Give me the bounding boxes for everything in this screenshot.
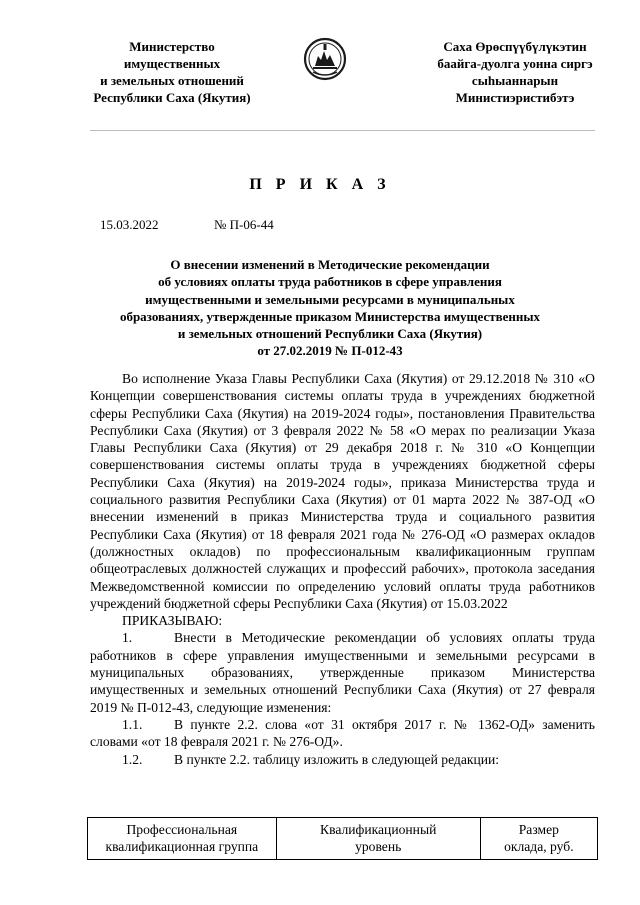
header-left-line: имущественных <box>123 56 221 71</box>
order-word: ПРИКАЗЫВАЮ: <box>122 613 223 629</box>
document-number: № П-06-44 <box>214 217 274 232</box>
header-right-line: баайга-дуолга уонна сиргэ <box>437 56 593 71</box>
table-header-row <box>88 818 598 860</box>
header-left-ministry-ru <box>72 38 272 106</box>
subject-line: имущественными и земельными ресурсами в муниципальных <box>145 291 515 307</box>
order-item-1-2 <box>90 751 595 768</box>
item-text: В пункте 2.2. таблицу изложить в следующей редакции: <box>174 751 500 767</box>
item-text: В пункте 2.2. слова «от 31 октября 2017 г. № 1362-ОД» заменить словами «от 18 февраля 2021 г. № 276-ОД». <box>90 716 595 750</box>
header-line: Размер <box>518 822 559 837</box>
header-right-line: Министиэристибэтэ <box>455 90 575 105</box>
header-line: Квалификационный <box>320 822 437 837</box>
document-body <box>90 370 595 768</box>
preamble-paragraph: Во исполнение Указа Главы Республики Саха (Якутия) от 29.12.2018 № 310 «О Концепции совершенствования системы оплаты труда в учреждениях бюджетной сферы Республики Саха (Якутия) на 2019-2024 годы», постановления Правительства Республики Саха (Якутия) от 3 февраля 2022 № 58 «О мерах по реализации Указа Главы Республики Саха (Якутия) от 29 декабря 2018 г. № 310 «О Концепции совершенствования системы оплаты труда в учреждениях бюджетной сферы Республики Саха (Якутия) на 2019-2024 годы», приказа Министерства труда и социального развития Республики Саха (Якутия) от 01 марта 2022 № 387-ОД «О внесении изменений в приказ Министерства труда и социального развития Республики Саха (Якутия) от 18 февраля 2021 года № 276-ОД «О размерах окладов (должностных окладов) по профессиональным квалификационным группам общеотраслевых должностей служащих и профессий рабочих», протокола заседания Межведомственной комиссии по определению условий оплаты труда работников учреждений бюджетной сферы Республики Саха (Якутия) от 15.03.2022 <box>90 371 595 611</box>
subject-line: и земельных отношений Республики Саха (Якутия) <box>177 326 483 342</box>
header-right-line: сыһыаннарын <box>471 73 559 88</box>
header-line: оклада, руб. <box>504 839 574 854</box>
subject-line: от 27.02.2019 № П-012-43 <box>257 343 403 359</box>
header-left-line: Республики Саха (Якутия) <box>93 90 251 105</box>
subject-line: О внесении изменений в Методические рекомендации <box>170 257 490 272</box>
header-left-line: и земельных отношений <box>100 73 244 88</box>
document-subject <box>80 256 580 360</box>
header-right-line: Саха Өрөспүүбүлүкэтин <box>443 39 587 54</box>
order-item-1-1 <box>90 716 595 751</box>
header-line: квалификационная группа <box>105 839 259 854</box>
table-header-cell <box>88 818 277 860</box>
order-item-1 <box>90 629 595 715</box>
item-number: 1.2. <box>122 751 143 767</box>
header-left-line: Министерство <box>129 39 215 54</box>
header-right-ministry-sakha <box>410 38 620 106</box>
sakha-coat-of-arms-icon <box>303 36 347 82</box>
table-header-cell <box>480 818 597 860</box>
subject-line: образованиях, утвержденные приказом Министерства имущественных <box>119 308 541 324</box>
subject-line: об условиях оплаты труда работников в сфере управления <box>158 274 502 290</box>
header-line: уровень <box>355 839 402 854</box>
document-title: П Р И К А З <box>249 176 391 193</box>
item-number: 1. <box>122 630 133 646</box>
table-header-cell <box>276 818 480 860</box>
salary-table <box>87 817 598 860</box>
header-divider <box>90 130 595 131</box>
item-number: 1.1. <box>122 716 143 732</box>
item-text: Внести в Методические рекомендации об условиях оплаты труда работников в сфере управления имущественными и земельными ресурсами в муниципальных образованиях, утвержденные приказом Министерства имущественных и земельных отношений Республики Саха (Якутия) от 27 февраля 2019 № П-012-43, следующие изменения: <box>90 630 595 715</box>
document-date: 15.03.2022 <box>100 217 159 232</box>
header-line: Профессиональная <box>126 822 238 837</box>
